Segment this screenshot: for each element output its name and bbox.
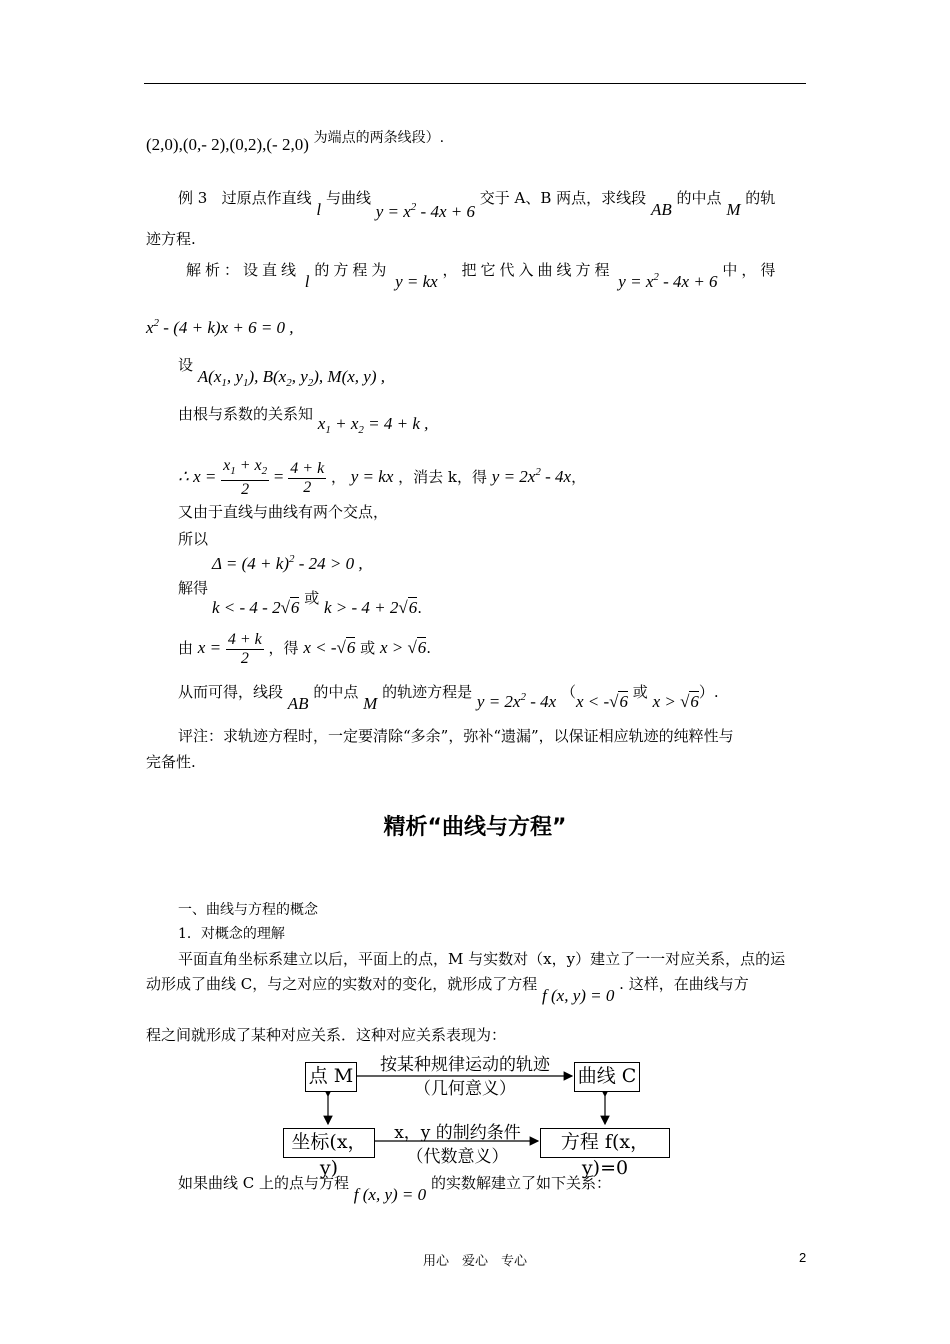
para-text: 的实数解建立了如下关系： (430, 1174, 611, 1192)
from-label: 由 (178, 639, 194, 657)
fxy-eq: f (x, y) = 0 (353, 1185, 427, 1204)
segment-points: (2,0),(0,- 2),(0,2),(- 2,0) (146, 135, 309, 154)
curve-equation: $y = x^2 - 4x + 6$ (375, 201, 475, 221)
example-text: 交于 A、B 两点，求线段 (479, 189, 647, 207)
conclusion-text: 的轨迹方程是 (382, 683, 473, 701)
segment-AB: AB (650, 200, 672, 219)
comment-line2: 完备性. (146, 753, 196, 771)
ykx: y = kx (350, 467, 394, 486)
k-range-2: k > - 4 + 2√6 (324, 598, 418, 617)
line-l: l (316, 200, 322, 219)
fraction-1: $\frac{x_1 + x_2}{2}$ (223, 457, 268, 498)
curve-equation: $y = x^2 - 4x + 6$ (618, 271, 718, 291)
example-text: 与曲线 (325, 189, 371, 207)
coord-box: 坐标(x，y) (283, 1128, 375, 1158)
x-eq: x = (197, 638, 222, 657)
solution-text: 解析：设直线 (186, 261, 301, 279)
example-text: 的轨 (745, 189, 776, 207)
example-text: 的中点 (676, 189, 722, 207)
quadratic-equation: $x^2 - (4 + k)x + 6 = 0$ , (146, 317, 294, 337)
top-arrow-sublabel: （几何意义） (414, 1079, 516, 1099)
para-text: 如果曲线 C 上的点与方程 (178, 1174, 350, 1192)
para-text: . 这样，在曲线与方 (619, 975, 749, 993)
vieta-label: 由根与系数的关系知 (178, 405, 314, 423)
result-eq: $y = 2x^2 - 4x$ (491, 466, 572, 486)
line-l: l (304, 272, 310, 291)
example3-line2: 迹方程. (146, 230, 196, 248)
comment-line1: 评注：求轨迹方程时，一定要清除“多余”，弥补“遗漏”，以保证相应轨迹的纯粹性与 (178, 727, 734, 745)
example-text: 过原点作直线 (221, 189, 312, 207)
para-text: 动形成了曲线 C，与之对应的实数对的变化，就形成了方程 (146, 975, 538, 993)
x-range-2: x > √6 (379, 638, 427, 657)
conclusion-text: 从而可得，线段 (178, 683, 284, 701)
frac-num: 4 + k (227, 630, 262, 648)
fxy-eq: f (x, y) = 0 (542, 986, 615, 1005)
page-number: 2 (799, 1250, 807, 1265)
para2: 程之间就形成了某种对应关系．这种对应关系表现为： (146, 1026, 507, 1044)
therefore-line: ∴ x = $\frac{x_1 + x_2}{2}$ = $\frac{4 + k}{2}$ ， y = kx ，消去 k，得 $y = 2x^2 - 4x$， (178, 457, 587, 498)
conclusion-line: 从而可得，线段 AB 的中点 M 的轨迹方程是 $y = 2x^2 - 4x$ （x < -√6 或 x > √6）. (178, 683, 719, 713)
obtain-text: ，得 (268, 639, 299, 657)
equation-box: 方程 f(x，y)=0 (540, 1128, 670, 1158)
point-box: 点 M (305, 1062, 357, 1092)
bottom-arrow-label: x，y 的制约条件 (394, 1123, 521, 1143)
final-eq: $y = 2x^2 - 4x$ (476, 691, 557, 711)
section-heading: 一、曲线与方程的概念 (178, 902, 318, 918)
set-label: 设 (178, 356, 194, 374)
frac-num: 4 + k (290, 459, 325, 477)
eq-kx: y = kx (395, 272, 438, 291)
or-text: 或 (360, 639, 376, 657)
conclusion-text: 的中点 (313, 683, 359, 701)
solve-line: 解得 k < - 4 - 2√6 或 k > - 4 + 2√6. (178, 579, 423, 617)
curve-box: 曲线 C (574, 1062, 640, 1092)
x-range-2: x > √6 (652, 692, 699, 711)
x-range-1: x < -√6 (575, 692, 628, 711)
section-title: 精析“曲线与方程” (383, 815, 567, 840)
so-label: 所以 (178, 530, 209, 548)
or-text: 或 (632, 683, 648, 701)
solution-text: ，把它代入曲线方程 (442, 261, 614, 279)
two-points-line: 又由于直线与曲线有两个交点， (178, 503, 389, 521)
midpoint-M: M (363, 694, 378, 713)
segment-text: 为端点的两条线段）. (313, 130, 445, 146)
midpoint-M: M (726, 200, 741, 219)
solution-text: 的方程为 (314, 261, 391, 279)
k-range-1: k < - 4 - 2√6 (212, 598, 300, 617)
solution-text: 中，得 (722, 261, 780, 279)
vieta-eq: $x_1 + x_2 = 4 + k$ , (317, 414, 429, 436)
frac-den: 2 (241, 481, 250, 498)
footer-motto: 用心 爱心 专心 (422, 1254, 527, 1269)
frac-den: 2 (303, 478, 312, 496)
segment-AB: AB (287, 694, 309, 713)
eliminate-text: ，消去 k，得 (398, 468, 487, 486)
points-def: $A(x_1$, $y_1$), $B(x_2$, $y_2$), M(x, y) , (197, 367, 385, 389)
therefore: ∴ x = (178, 467, 217, 486)
delta-ineq: $\Delta = (4 + k)^2 - 24 > 0$ , (212, 553, 363, 573)
x-range-1: x < -√6 (303, 638, 356, 657)
section-subheading: 1．对概念的理解 (178, 926, 285, 942)
solve-label: 解得 (178, 579, 209, 597)
equals: = (273, 467, 284, 486)
top-arrow-label: 按某种规律运动的轨迹 (380, 1055, 550, 1075)
x-range-line: 由 x = $\frac{4 + k}{2}$ ，得 x < -√6 或 x > √6. (178, 630, 432, 667)
para3 (178, 1173, 611, 1204)
para1-line1: 平面直角坐标系建立以后，平面上的点，M 与实数对（x，y）建立了一一对应关系，点的运 (178, 950, 786, 968)
frac-den: 2 (240, 649, 249, 667)
or-text: 或 (304, 589, 320, 607)
bottom-arrow-sublabel: （代数意义） (406, 1147, 509, 1167)
example-label: 例 3 (178, 189, 208, 207)
